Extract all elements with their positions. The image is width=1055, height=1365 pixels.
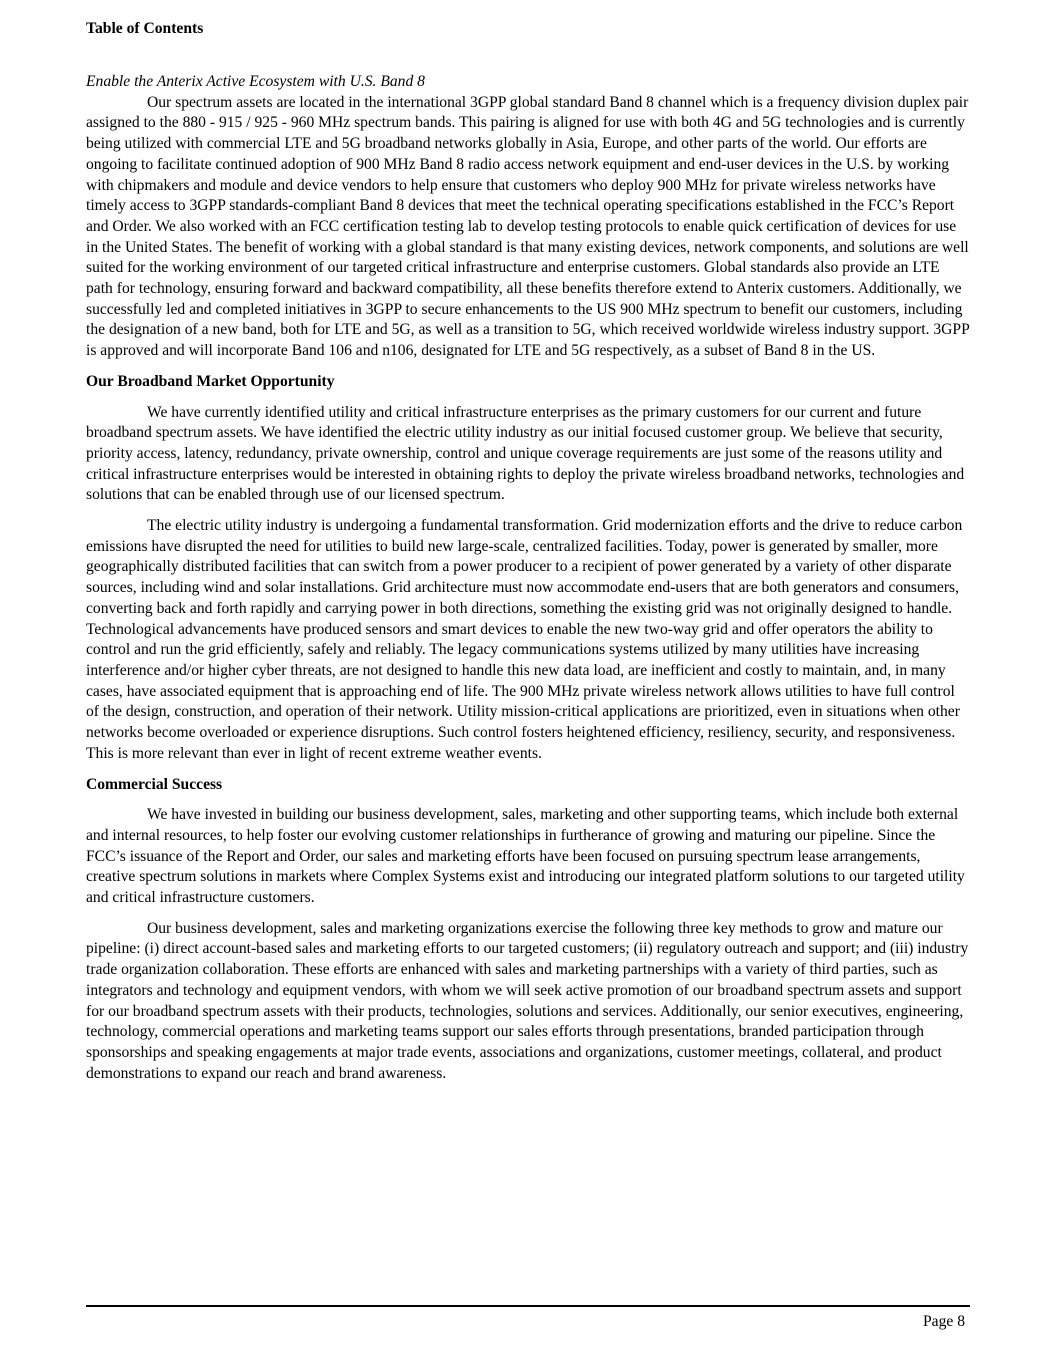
market-opportunity-heading: Our Broadband Market Opportunity: [86, 372, 335, 390]
document-page: [86, 18, 970, 1094]
market-paragraph-1: We have currently identified utility and critical infrastructure enterprises as the primary customers for our current and future broadband spectrum assets. We have identified the electric utility industry as our initial focused customer group. We believe that security, priority access, latency, redundancy, private ownership, control and unique coverage requirements are just some of the reasons utility and critical infrastructure enterprises would be interested in obtaining rights to deploy the private wireless broadband networks, technologies and solutions that can be enabled through use of our licensed spectrum.: [86, 403, 965, 504]
table-of-contents-link[interactable]: Table of Contents: [86, 20, 204, 37]
commercial-success-heading: Commercial Success: [86, 775, 223, 793]
band8-section-heading: Enable the Anterix Active Ecosystem with U.S. Band 8: [86, 73, 425, 90]
commercial-paragraph-2: Our business development, sales and marketing organizations exercise the following three key methods to grow and mature our pipeline: (i) direct account-based sales and marketing efforts to our targeted customers; (ii) regulatory outreach and support; and (iii) industry trade organization collaboration. These efforts are enhanced with sales and marketing partnerships with a variety of third parties, such as integrators and technology and equipment vendors, with whom we will seek active promotion of our broadband spectrum assets and support for our broadband spectrum assets with their products, technologies, solutions and services. Additionally, our senior executives, engineering, technology, commercial operations and marketing teams support our sales efforts through presentations, branded participation through sponsorships and speaking engagements at major trade events, associations and organizations, customer meetings, collateral, and product demonstrations to expand our reach and brand awareness.: [86, 919, 969, 1082]
footer-divider: [86, 1305, 970, 1307]
band8-paragraph: Our spectrum assets are located in the international 3GPP global standard Band 8 channel which is a frequency division duplex pair assigned to the 880 - 915 / 925 - 960 MHz spectrum bands. This pairing is aligned for use with both 4G and 5G technologies and is currently being utilized with commercial LTE and 5G broadband networks globally in Asia, Europe, and other parts of the world. Our efforts are ongoing to facilitate continued adoption of 900 MHz Band 8 radio access network equipment and end-user devices in the U.S. by working with chipmakers and module and device vendors to help ensure that customers who deploy 900 MHz for private wireless networks have timely access to 3GPP standards-compliant Band 8 devices that meet the technical operating specifications established in the FCC’s Report and Order. We also worked with an FCC certification testing lab to develop testing protocols to enable quick certification of devices for use in the United States. The benefit of working with a global standard is that many existing devices, network components, and solutions are well suited for the working environment of our targeted critical infrastructure and enterprise customers. Global standards also provide an LTE path for technology, ensuring forward and backward compatibility, all these benefits therefore extend to Anterix customers. Additionally, we successfully led and completed initiatives in 3GPP to secure enhancements to the US 900 MHz spectrum to benefit our customers, including the designation of a new band, both for LTE and 5G, as well as a transition to 5G, which received worldwide wireless industry support. 3GPP is approved and will incorporate Band 106 and n106, designated for LTE and 5G respectively, as a subset of Band 8 in the US.: [86, 93, 970, 360]
market-paragraph-2: The electric utility industry is undergoing a fundamental transformation. Grid modernization efforts and the drive to reduce carbon emissions have disrupted the need for utilities to build new large-scale, centralized facilities. Today, power is generated by smaller, more geographically distributed facilities that can switch from a power producer to a recipient of power generated by a variety of other disparate sources, including wind and solar installations. Grid architecture must now accommodate end-users that are both generators and consumers, converting back and forth rapidly and carrying power in both directions, something the existing grid was not originally designed to handle. Technological advancements have produced sensors and smart devices to enable the new two-way grid and offer operators the ability to control and run the grid efficiently, safely and reliably. The legacy communications systems utilized by many utilities have increasing interference and/or higher cyber threats, are not designed to handle this new data load, are inefficient and costly to maintain, and, in many cases, have associated equipment that is approaching end of life. The 900 MHz private wireless network allows utilities to have full control of the design, construction, and operation of their network. Utility mission-critical applications are prioritized, even in situations when other networks become overloaded or experience disruptions. Such control fosters heightened efficiency, resiliency, security, and responsiveness. This is more relevant than ever in light of recent extreme weather events.: [86, 517, 963, 762]
page-number: Page 8: [922, 1313, 965, 1330]
commercial-paragraph-1: We have invested in building our business development, sales, marketing and other supporting teams, which include both external and internal resources, to help foster our evolving customer relationships in furtherance of growing and maturing our pipeline. Since the FCC’s issuance of the Report and Order, our sales and marketing efforts have been focused on pursuing spectrum lease arrangements, creative spectrum solutions in markets where Complex Systems exist and introducing our integrated platform solutions to our targeted utility and critical infrastructure customers.: [86, 806, 965, 907]
